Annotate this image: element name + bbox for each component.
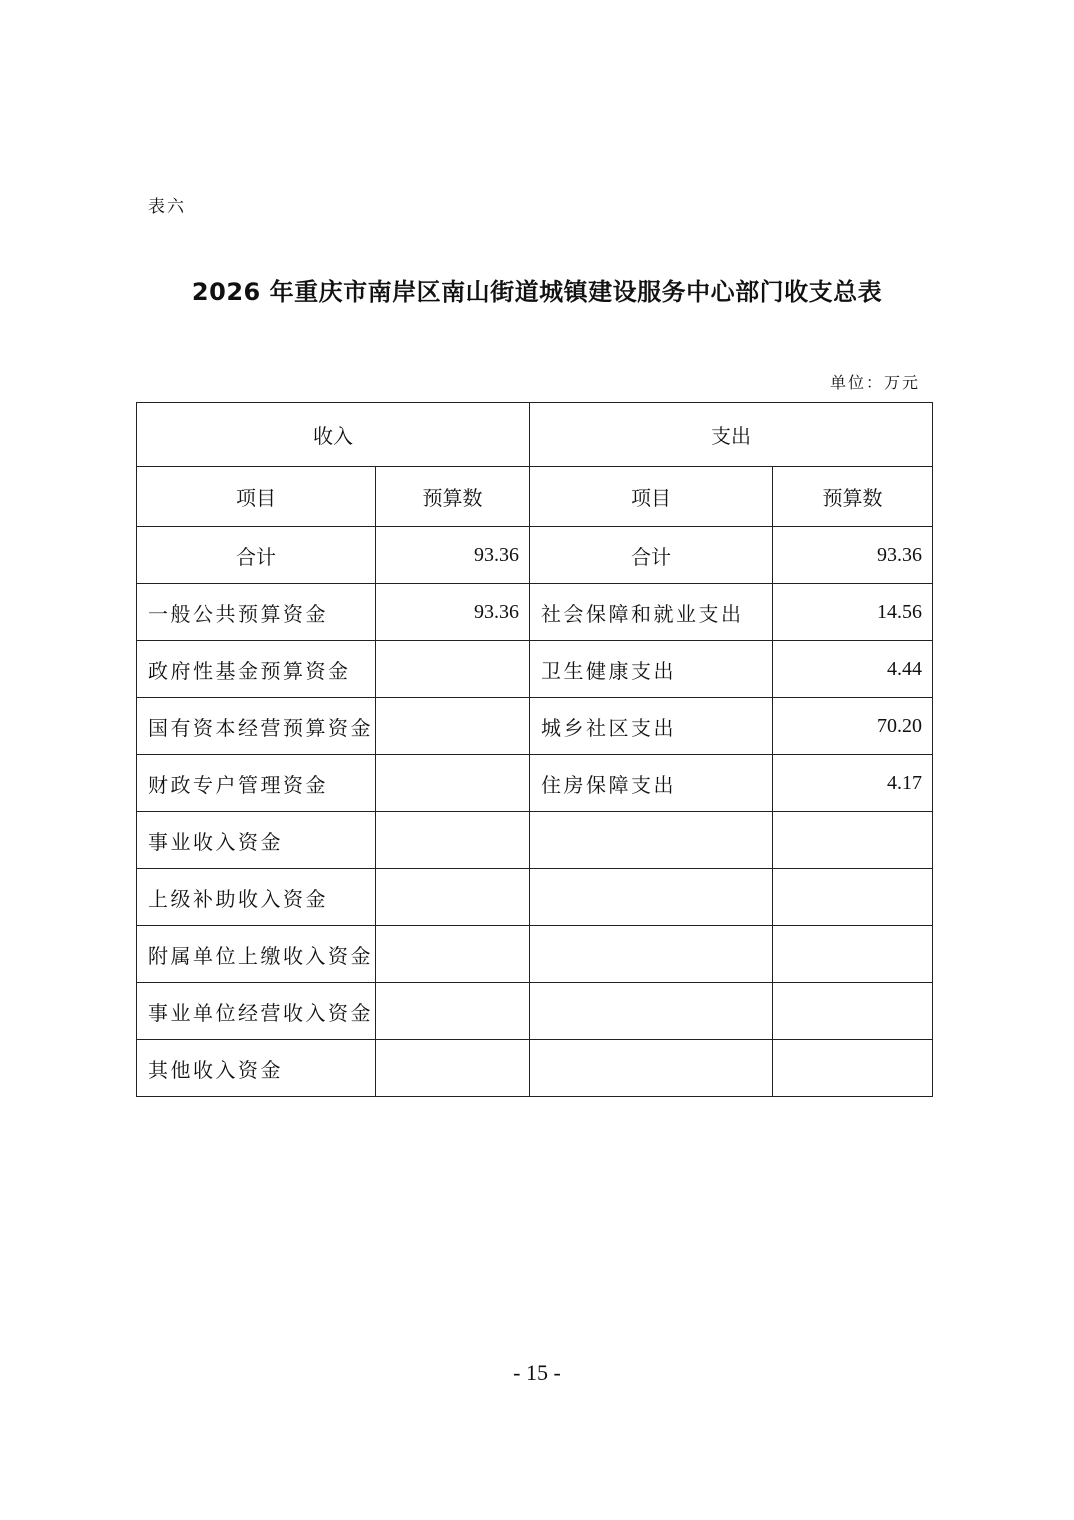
income-total-label: 合计: [137, 527, 376, 584]
expense-amount-cell: [773, 983, 933, 1040]
income-item-cell: 事业单位经营收入资金: [137, 983, 376, 1040]
table-row: [137, 1040, 933, 1097]
expense-amount-header: 预算数: [773, 467, 933, 527]
expense-amount-cell: 70.20: [773, 698, 933, 755]
income-amount-header: 预算数: [376, 467, 530, 527]
total-row: [137, 527, 933, 584]
income-item-cell: 财政专户管理资金: [137, 755, 376, 812]
expense-section-header: 支出: [530, 403, 933, 467]
income-amount-cell: [376, 983, 530, 1040]
income-amount-cell: [376, 755, 530, 812]
unit-label: 单位：万元: [829, 373, 920, 392]
income-amount-cell: 93.36: [376, 584, 530, 641]
expense-item-cell: [530, 812, 773, 869]
budget-table: [136, 402, 933, 1097]
table-row: [137, 584, 933, 641]
income-item-cell: 政府性基金预算资金: [137, 641, 376, 698]
table-row: [137, 926, 933, 983]
income-item-cell: 上级补助收入资金: [137, 869, 376, 926]
expense-amount-cell: [773, 926, 933, 983]
income-amount-cell: [376, 869, 530, 926]
income-amount-cell: [376, 812, 530, 869]
expense-item-cell: [530, 926, 773, 983]
income-item-cell: 事业收入资金: [137, 812, 376, 869]
page-title: 2026 年重庆市南岸区南山街道城镇建设服务中心部门收支总表: [191, 278, 883, 306]
income-item-cell: 国有资本经营预算资金: [137, 698, 376, 755]
expense-item-cell: 住房保障支出: [530, 755, 773, 812]
income-item-cell: 其他收入资金: [137, 1040, 376, 1097]
page-number: - 15 -: [513, 1360, 561, 1385]
income-section-header: 收入: [137, 403, 530, 467]
column-header-row: [137, 467, 933, 527]
income-total-value: 93.36: [376, 527, 530, 584]
expense-total-value: 93.36: [773, 527, 933, 584]
table-row: [137, 869, 933, 926]
income-amount-cell: [376, 1040, 530, 1097]
expense-amount-cell: [773, 812, 933, 869]
expense-item-cell: 卫生健康支出: [530, 641, 773, 698]
expense-amount-cell: 4.44: [773, 641, 933, 698]
expense-amount-cell: 4.17: [773, 755, 933, 812]
expense-amount-cell: [773, 869, 933, 926]
income-item-cell: 一般公共预算资金: [137, 584, 376, 641]
expense-item-cell: 城乡社区支出: [530, 698, 773, 755]
income-amount-cell: [376, 698, 530, 755]
income-amount-cell: [376, 926, 530, 983]
table-row: [137, 812, 933, 869]
expense-item-cell: [530, 1040, 773, 1097]
table-row: [137, 983, 933, 1040]
income-item-cell: 附属单位上缴收入资金: [137, 926, 376, 983]
expense-item-cell: [530, 983, 773, 1040]
table-row: [137, 698, 933, 755]
expense-amount-cell: [773, 1040, 933, 1097]
expense-total-label: 合计: [530, 527, 773, 584]
income-item-header: 项目: [137, 467, 376, 527]
section-header-row: [137, 403, 933, 467]
table-row: [137, 755, 933, 812]
expense-item-cell: 社会保障和就业支出: [530, 584, 773, 641]
expense-item-header: 项目: [530, 467, 773, 527]
expense-item-cell: [530, 869, 773, 926]
table-row: [137, 641, 933, 698]
table-label: 表六: [148, 197, 186, 217]
expense-amount-cell: 14.56: [773, 584, 933, 641]
income-amount-cell: [376, 641, 530, 698]
